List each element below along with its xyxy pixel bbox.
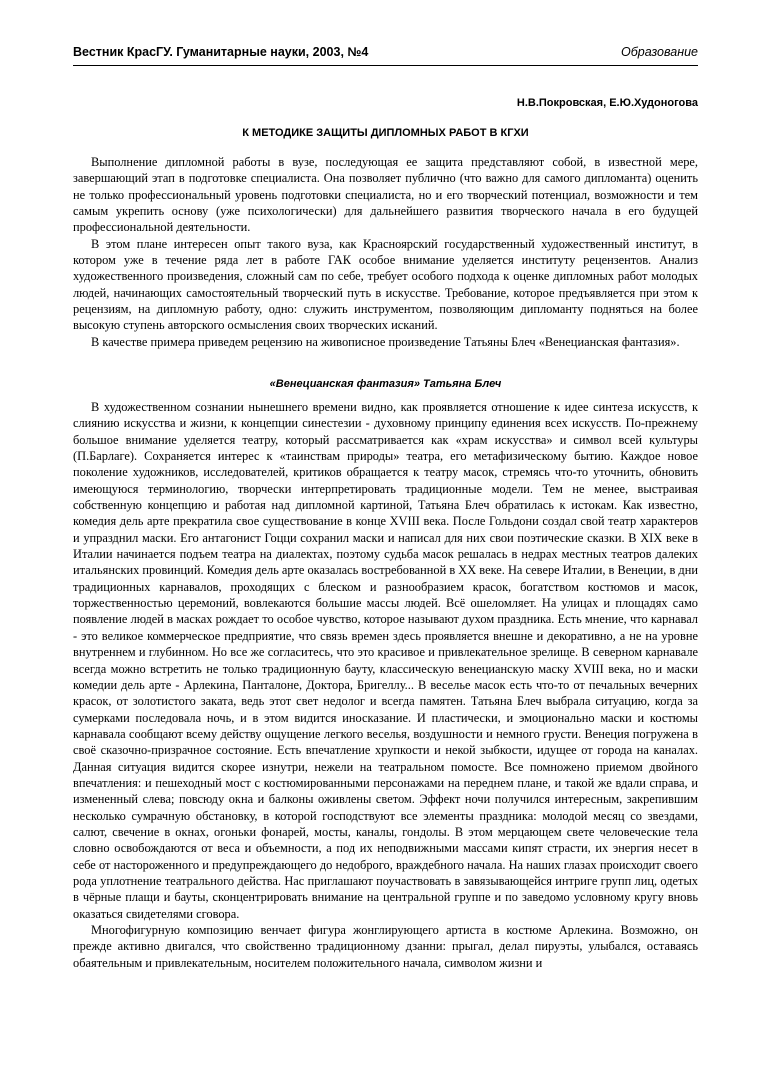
section-name: Образование	[621, 45, 698, 59]
paragraph: Многофигурную композицию венчает фигура жонглирующего артиста в костюме Арлекина. Возможно, он прежде активно двигался, что свойственно традиционному дзанни: прыгал, делал пируэты, улыбался, оставаясь обаятельным и привлекательным, носителем положительного начала, символом жизни и	[73, 923, 698, 970]
article-title: К МЕТОДИКЕ ЗАЩИТЫ ДИПЛОМНЫХ РАБОТ В КГХИ	[242, 127, 529, 139]
paragraph: Выполнение дипломной работы в вузе, последующая ее защита представляют собой, в известной мере, завершающий этап в подготовке специалиста. Она позволяет публично (что важно для самого дипломанта) оценить не только профессиональный уровень подготовки специалиста, но и его творческий потенциал, возможности и тем самым укрепить основу (уже психологически) для дальнейшего развития творческого начала в его будущей профессиональной деятельности.	[73, 155, 698, 235]
authors: Н.В.Покровская, Е.Ю.Худоногова	[516, 97, 698, 109]
paragraph: В художественном сознании нынешнего времени видно, как проявляется отношение к идее синтеза искусств, к слиянию искусства и жизни, к концепции синестезии - духовному принципу единения всех искусств. По-прежнему большое внимание уделяется театру, который рассматривается как «храм искусства» и символ всей культуры (П.Барлаге). Сохраняется интерес к «таинствам природы» театра, его метафизическому бытию. Каждое новое поколение художников, исследователей, критиков обращается к театру масок, стремясь что-то уточнить, обновить имеющуюся терминологию, творчески интерпретировать традиционные модели. Тем не менее, выстраивая собственную концепцию и работая над дипломной картиной, Татьяна Блеч обратилась к истокам. Как известно, комедия дель арте прекратила свое существование в конце XVIII века. После Гольдони создал свой театр характеров и упразднил маски. Его антагонист Гоцци сохранил маски и написал для них свои поэтические сказки. В XIX веке в Италии начинается подъем театра на диалектах, поэтому судьба масок решалась в недрах местных театров далеких итальянских провинций. Комедия дель арте оказалась востребованной в XX веке. На севере Италии, в Венеции, в дни традиционных карнавалов, проходящих с блеском и разнообразием красок, богатством костюмов и масок, торжественностью церемоний, вовлекаются большие массы людей. Всё ошеломляет. На улицах и площадях само появление людей в масках рождает то особое чувство, которое называют духом праздника. Есть мнение, что карнавал - это великое коммерческое предприятие, что связь времен здесь проявляется внешне и декоративно, а не на уровне внутреннем и глубинном. Но все же согласитесь, что это красивое и привлекательное зрелище. В северном карнавале всегда можно встретить не только традиционную бауту, классическую венецианскую маску XVIII века, но и маски комедии дель арте - Арлекина, Панталоне, Доктора, Бригеллу... В веселье масок есть что-то от печальных вечерних красок, от золотистого заката, ведь этот свет недолог и всегда памятен. Татьяна Блеч выбрала ситуацию, когда за сумерками последовала ночь, и в этом видится иносказание. И пластически, и эмоционально маски и костюмы карнавала сообщают всему действу ощущение легкого веселья, воздушности и немного грусти. Венеция погружена в своё сказочно-призрачное состояние. Есть впечатление хрупкости и некой зыбкости, идущее от города на каналах. Данная ситуация видится скорее изнутри, нежели на театральном помосте. Все помножено приемом двойного впечатления: и пешеходный мост с костюмированными персонажами на переднем плане, и такой же вдали справа, и измененный слева; повсюду окна и балконы оживлены светом. Эффект ночи получился интересным, закрепившим несколько сумрачную обстановку, в которой господствуют все элементы праздника: молодой месяц со звездами, салют, свечение в окнах, огоньки фонарей, мосты, каналы, гондолы. В этом мерцающем свете человеческие тела словно освобождаются от веса и объемности, а под их неподвижными массами кипят страсти, их энергия несет в себе от настороженного и предупреждающего до недоброго, враждебного начала. На наших глазах происходит своего рода уплотнение театрального действа. Нас приглашают поучаствовать в завязывающейся интриге групп лиц, одетых в чёрные плащи и бауты, сконцентрировать внимание на центральной группе и по заведомо условному кругу вновь оказаться свидетелями сговора.	[73, 400, 698, 921]
paragraph: В качестве примера приведем рецензию на живописное произведение Татьяны Блеч «Венецианская фантазия».	[91, 334, 680, 349]
review-body	[73, 399, 698, 971]
journal-title: Вестник КрасГУ. Гуманитарные науки, 2003, №4	[73, 45, 369, 59]
paragraph: В этом плане интересен опыт такого вуза, как Красноярский государственный художественный институт, в котором уже в течение ряда лет в работе ГАК особое внимание уделяется институту рецензентов. Анализ художественного произведения, сложный сам по себе, требует особого подхода к оценке дипломных работ молодых людей, начинающих самостоятельный творческий путь в искусстве. Требование, которое предъявляется при этом к рецензиям, на дипломную работу, одно: служить инструментом, позволяющим дипломанту подняться на более высокую ступень авторского осмысления своих творческих исканий.	[73, 236, 698, 333]
running-header	[73, 43, 698, 66]
intro-section	[73, 154, 698, 350]
review-subtitle: «Венецианская фантазия» Татьяна Блеч	[269, 378, 502, 390]
